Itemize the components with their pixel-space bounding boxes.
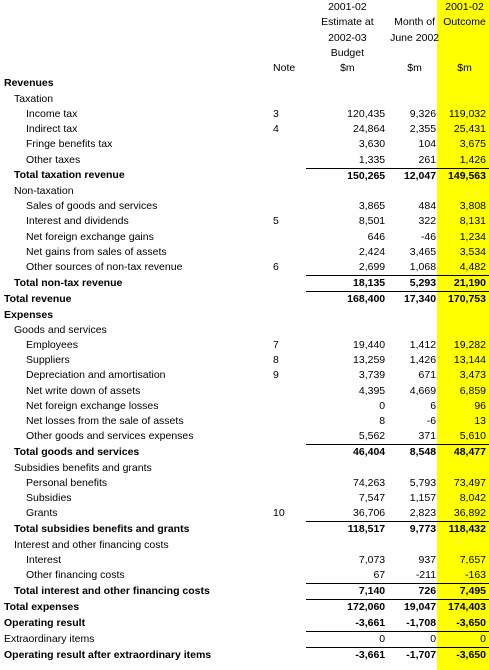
- header-cell: [273, 0, 306, 15]
- note-ref: [273, 414, 306, 429]
- line-item-label: Employees: [26, 338, 78, 351]
- note-ref: [273, 137, 306, 152]
- table-row: [0, 323, 489, 338]
- line-item-label: Revenues: [4, 77, 54, 90]
- note-ref: 5: [273, 215, 279, 228]
- line-item-label: Net foreign exchange losses: [26, 399, 159, 412]
- table-row: [0, 399, 489, 414]
- month-value: 2,823: [409, 507, 437, 520]
- total-row: [0, 522, 489, 538]
- header-cell: Budget: [330, 46, 365, 59]
- header-cell: $m: [340, 62, 355, 75]
- estimate-value: 8,501: [358, 215, 386, 228]
- outcome-value: [440, 461, 489, 476]
- month-value: -1,707: [406, 649, 437, 661]
- header-cell: Estimate at: [321, 16, 374, 29]
- estimate-value: 2,699: [358, 260, 386, 273]
- estimate-value: 24,864: [353, 123, 386, 136]
- outcome-value: 3,808: [459, 200, 486, 213]
- header-cell: [0, 61, 273, 76]
- month-value: [389, 323, 440, 338]
- total-row: [0, 584, 489, 600]
- table-row: [0, 92, 489, 107]
- line-item-label: Depreciation and amortisation: [26, 369, 166, 382]
- outcome-value: 3,473: [459, 369, 486, 382]
- table-row: [0, 338, 489, 353]
- month-value: [389, 92, 440, 107]
- outcome-value: 21,190: [440, 276, 489, 292]
- line-item-label: Interest: [26, 553, 62, 566]
- estimate-value: [306, 92, 390, 107]
- outcome-value: -3,650: [440, 616, 489, 632]
- line-item-label: Subsidies: [26, 491, 72, 504]
- month-value: 0: [389, 631, 440, 647]
- month-value: 104: [418, 138, 437, 151]
- month-value: -46: [420, 230, 437, 243]
- note-ref: [273, 538, 306, 553]
- outcome-value: 149,563: [440, 168, 489, 184]
- line-item-label: Goods and services: [14, 323, 107, 336]
- note-ref: [273, 600, 306, 616]
- line-item-label: Personal benefits: [26, 476, 108, 489]
- note-ref: [273, 491, 306, 506]
- header-cell: Month of: [394, 16, 436, 29]
- outcome-value: 3,675: [459, 138, 486, 151]
- header-cell: [440, 46, 489, 61]
- estimate-value: 7,140: [306, 584, 390, 600]
- note-ref: [273, 461, 306, 476]
- note-ref: 10: [273, 507, 285, 520]
- table-row: [0, 230, 489, 245]
- estimate-value: [306, 308, 390, 323]
- estimate-value: 13,259: [353, 354, 386, 367]
- month-value: 3,465: [409, 245, 437, 258]
- line-item-label: Total interest and other financing costs: [14, 585, 210, 598]
- month-value: -211: [415, 568, 437, 581]
- month-value: 371: [418, 430, 437, 443]
- header-cell: [273, 31, 306, 46]
- table-row: [0, 368, 489, 383]
- estimate-value: 1,335: [358, 153, 386, 166]
- month-value: 937: [418, 553, 437, 566]
- note-ref: 4: [273, 123, 279, 136]
- estimate-value: 67: [373, 568, 386, 581]
- line-item-label: Total non-tax revenue: [14, 277, 123, 290]
- line-item-label: Total expenses: [4, 601, 80, 614]
- estimate-value: 168,400: [347, 293, 386, 306]
- estimate-value: 3,865: [358, 200, 386, 213]
- line-item-label: Extraordinary items: [4, 632, 95, 645]
- outcome-value: -3,650: [456, 649, 486, 661]
- header-row: [0, 31, 489, 46]
- table-row: [0, 245, 489, 260]
- header-cell: [0, 15, 273, 30]
- month-value: -6: [426, 414, 437, 427]
- header-cell: $m: [407, 62, 422, 75]
- outcome-value: 48,477: [440, 445, 489, 461]
- outcome-value: 36,892: [453, 507, 486, 520]
- line-item-label: Net gains from sales of assets: [26, 245, 167, 258]
- header-row: [0, 0, 489, 15]
- table-row: [0, 153, 489, 169]
- line-item-label: Operating result: [4, 616, 86, 629]
- outcome-value: 73,497: [453, 476, 486, 489]
- header-cell: [440, 31, 489, 46]
- estimate-value: [306, 76, 390, 91]
- month-value: 322: [418, 215, 437, 228]
- outcome-value: -163: [464, 568, 486, 581]
- header-cell: Outcome: [443, 16, 486, 29]
- note-ref: 8: [273, 354, 279, 367]
- line-item-label: Total taxation revenue: [14, 169, 125, 182]
- header-cell: $m: [457, 62, 472, 75]
- header-cell: [0, 31, 273, 46]
- outcome-value: [440, 92, 489, 107]
- table-row: [0, 292, 489, 308]
- line-item-label: Subsidies benefits and grants: [14, 461, 152, 474]
- table-row: [0, 184, 489, 199]
- outcome-value: 7,657: [459, 553, 486, 566]
- outcome-value: 7,495: [440, 584, 489, 600]
- estimate-value: 2,424: [358, 245, 386, 258]
- line-item-label: Total subsidies benefits and grants: [14, 523, 190, 536]
- estimate-value: [306, 461, 390, 476]
- outcome-value: 174,403: [448, 601, 486, 614]
- estimate-value: 3,739: [358, 369, 386, 382]
- month-value: 484: [418, 200, 437, 213]
- table-row: [0, 429, 489, 445]
- outcome-value: 4,482: [459, 260, 486, 273]
- note-ref: [273, 445, 306, 461]
- note-ref: [273, 568, 306, 584]
- outcome-value: [440, 76, 489, 91]
- note-ref: 6: [273, 261, 279, 274]
- header-cell: June 2002: [390, 31, 440, 44]
- table-row: [0, 414, 489, 429]
- line-item-label: Non-taxation: [14, 184, 74, 197]
- estimate-value: 118,517: [306, 522, 390, 538]
- line-item-label: Other taxes: [26, 153, 81, 166]
- line-item-label: Expenses: [4, 308, 54, 321]
- line-item-label: Indirect tax: [26, 123, 78, 136]
- note-ref: 7: [273, 338, 279, 351]
- table-row: [0, 616, 489, 632]
- estimate-value: [306, 323, 390, 338]
- estimate-value: 4,395: [358, 384, 386, 397]
- outcome-value: 5,610: [459, 430, 486, 443]
- note-ref: [273, 522, 306, 538]
- month-value: [389, 461, 440, 476]
- line-item-label: Net losses from the sale of assets: [26, 414, 184, 427]
- table-row: [0, 538, 489, 553]
- note-ref: [273, 384, 306, 399]
- table-row: [0, 260, 489, 276]
- table-row: [0, 384, 489, 399]
- table-row: [0, 308, 489, 323]
- table-row: [0, 353, 489, 368]
- estimate-value: 74,263: [353, 476, 386, 489]
- estimate-value: 36,706: [353, 507, 386, 520]
- note-ref: [273, 153, 306, 169]
- table-row: [0, 199, 489, 214]
- table-row: [0, 648, 489, 664]
- table-row: [0, 631, 489, 647]
- outcome-value: 1,234: [459, 230, 486, 243]
- month-value: 726: [389, 584, 440, 600]
- outcome-value: 96: [474, 399, 486, 412]
- table-row: [0, 506, 489, 522]
- line-item-label: Taxation: [14, 92, 54, 105]
- outcome-value: [440, 184, 489, 199]
- note-ref: [273, 292, 306, 308]
- estimate-value: 172,060: [347, 601, 386, 614]
- note-ref: [273, 276, 306, 292]
- outcome-value: [440, 538, 489, 553]
- month-value: 2,355: [409, 123, 437, 136]
- estimate-value: 5,562: [358, 430, 386, 443]
- outcome-value: 13: [474, 414, 486, 427]
- header-cell: 2002-03: [328, 31, 367, 44]
- table-row: [0, 107, 489, 122]
- table-row: [0, 137, 489, 152]
- note-ref: [273, 230, 306, 245]
- note-ref: [273, 168, 306, 184]
- line-item-label: Income tax: [26, 107, 78, 120]
- note-ref: [273, 631, 306, 647]
- month-value: -1,708: [389, 616, 440, 632]
- outcome-value: [440, 323, 489, 338]
- month-value: 5,793: [409, 476, 437, 489]
- estimate-value: [306, 538, 390, 553]
- header-cell: [0, 0, 273, 15]
- month-value: 1,426: [409, 354, 437, 367]
- line-item-label: Suppliers: [26, 354, 70, 367]
- table-row: [0, 476, 489, 491]
- estimate-value: 0: [379, 399, 386, 412]
- total-row: [0, 445, 489, 461]
- line-item-label: Fringe benefits tax: [26, 138, 113, 151]
- note-ref: [273, 199, 306, 214]
- month-value: [389, 308, 440, 323]
- estimate-value: 18,135: [306, 276, 390, 292]
- header-cell: 2001-02: [445, 1, 484, 13]
- estimate-value: -3,661: [306, 616, 390, 632]
- line-item-label: Sales of goods and services: [26, 200, 158, 213]
- month-value: 9,326: [409, 107, 437, 120]
- estimate-value: 8: [379, 414, 386, 427]
- outcome-value: 6,859: [459, 384, 486, 397]
- outcome-value: 0: [440, 631, 489, 647]
- header-cell: [0, 46, 273, 61]
- outcome-value: [440, 308, 489, 323]
- month-value: 9,773: [389, 522, 440, 538]
- note-ref: [273, 245, 306, 260]
- estimate-value: [306, 184, 390, 199]
- estimate-value: 0: [306, 631, 390, 647]
- month-value: [389, 184, 440, 199]
- outcome-value: 3,534: [459, 245, 486, 258]
- estimate-value: -3,661: [355, 649, 386, 661]
- table-row: [0, 214, 489, 229]
- line-item-label: Interest and other financing costs: [14, 538, 169, 551]
- note-ref: [273, 648, 306, 664]
- table-row: [0, 568, 489, 584]
- month-value: 261: [418, 153, 437, 166]
- line-item-label: Other sources of non-tax revenue: [26, 261, 183, 274]
- estimate-value: 7,073: [358, 553, 386, 566]
- table-row: [0, 600, 489, 616]
- month-value: 5,293: [389, 276, 440, 292]
- line-item-label: Interest and dividends: [26, 215, 129, 228]
- header-row: [0, 15, 489, 30]
- estimate-value: 150,265: [306, 168, 390, 184]
- header-row: [0, 61, 489, 76]
- table-row: [0, 461, 489, 476]
- table-row: [0, 122, 489, 137]
- note-ref: [273, 616, 306, 632]
- table-row: [0, 491, 489, 506]
- month-value: [389, 76, 440, 91]
- estimate-value: 19,440: [353, 338, 386, 351]
- line-item-label: Total goods and services: [14, 446, 140, 459]
- note-ref: [273, 476, 306, 491]
- header-cell: Note: [273, 62, 296, 75]
- month-value: 6: [430, 399, 437, 412]
- table-row: [0, 553, 489, 568]
- month-value: 19,047: [403, 601, 437, 614]
- line-item-label: Other financing costs: [26, 569, 125, 582]
- month-value: 12,047: [389, 168, 440, 184]
- note-ref: [273, 399, 306, 414]
- note-ref: [273, 553, 306, 568]
- header-row: [0, 46, 489, 61]
- estimate-value: 7,547: [358, 491, 386, 504]
- month-value: 1,412: [409, 338, 437, 351]
- month-value: 4,669: [409, 384, 437, 397]
- outcome-value: 13,144: [453, 354, 486, 367]
- estimate-value: 46,404: [306, 445, 390, 461]
- header-cell: [389, 0, 440, 15]
- line-item-label: Total revenue: [4, 293, 72, 306]
- total-row: [0, 168, 489, 184]
- line-item-label: Other goods and services expenses: [26, 430, 194, 443]
- header-cell: [273, 46, 306, 61]
- estimate-value: 3,630: [358, 138, 386, 151]
- note-ref: [273, 184, 306, 199]
- header-cell: 2001-02: [328, 1, 367, 13]
- estimate-value: 120,435: [347, 107, 386, 120]
- total-row: [0, 276, 489, 292]
- note-ref: [273, 323, 306, 338]
- outcome-value: 19,282: [453, 338, 486, 351]
- outcome-value: 8,131: [459, 215, 486, 228]
- month-value: 671: [418, 369, 437, 382]
- header-cell: [389, 46, 440, 61]
- note-ref: 9: [273, 369, 279, 382]
- outcome-value: 25,431: [453, 123, 486, 136]
- line-item-label: Net write down of assets: [26, 384, 141, 397]
- note-ref: [273, 92, 306, 107]
- month-value: 1,068: [409, 260, 437, 273]
- note-ref: [273, 308, 306, 323]
- note-ref: 3: [273, 107, 279, 120]
- header-cell: [273, 15, 306, 30]
- month-value: 17,340: [403, 293, 437, 306]
- month-value: [389, 538, 440, 553]
- month-value: 1,157: [409, 491, 437, 504]
- estimate-value: 646: [367, 230, 386, 243]
- note-ref: [273, 429, 306, 445]
- outcome-value: 8,042: [459, 491, 486, 504]
- month-value: 8,548: [389, 445, 440, 461]
- outcome-value: 1,426: [459, 153, 486, 166]
- line-item-label: Net foreign exchange gains: [26, 230, 154, 243]
- line-item-label: Operating result after extraordinary items: [4, 648, 212, 661]
- table-row: [0, 76, 489, 91]
- note-ref: [273, 584, 306, 600]
- line-item-label: Grants: [26, 507, 58, 520]
- outcome-value: 119,032: [448, 107, 486, 120]
- note-ref: [273, 76, 306, 91]
- outcome-value: 170,753: [448, 293, 486, 306]
- outcome-value: 118,432: [440, 522, 489, 538]
